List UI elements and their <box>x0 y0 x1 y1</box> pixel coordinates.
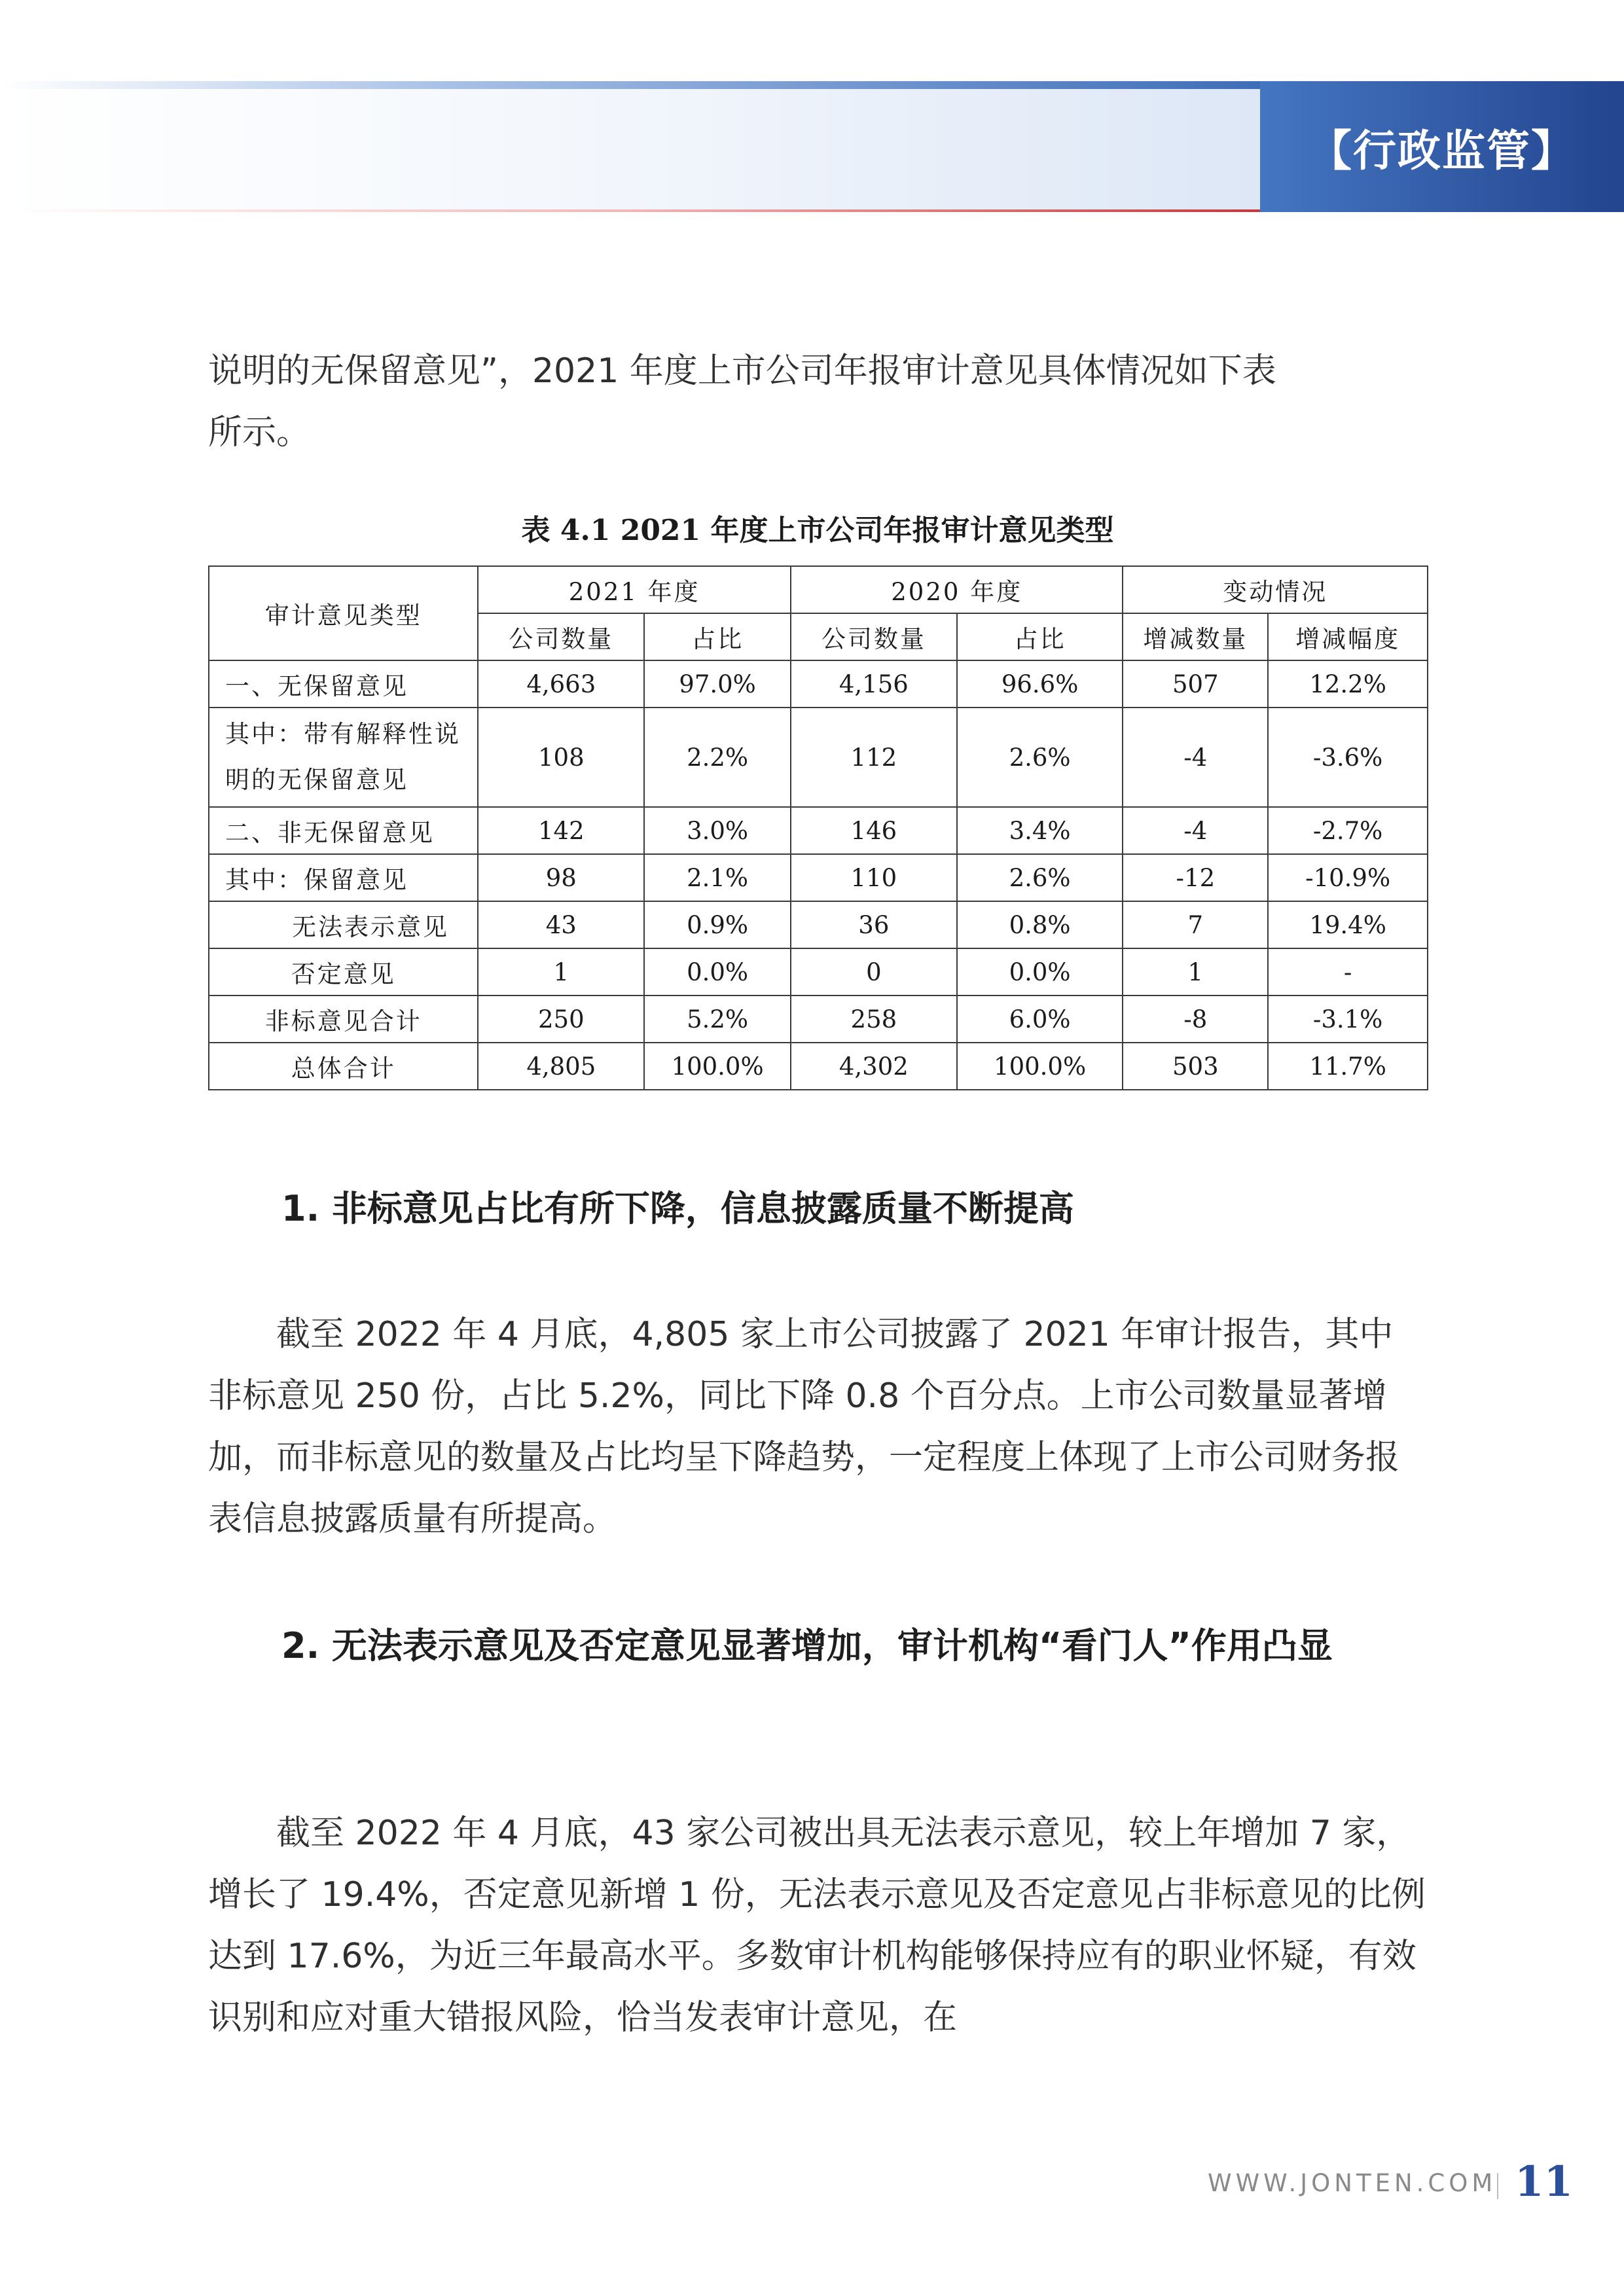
cell: 2.6% <box>957 708 1123 807</box>
table-row <box>209 996 1428 1043</box>
table-row <box>209 901 1428 948</box>
cell: 12.2% <box>1268 660 1428 708</box>
header-2021: 2021 年度 <box>478 566 791 613</box>
row-label: 总体合计 <box>209 1043 478 1090</box>
cell: 11.7% <box>1268 1043 1428 1090</box>
audit-opinion-table <box>208 565 1428 1090</box>
cell: -3.6% <box>1268 708 1428 807</box>
header-change: 变动情况 <box>1123 566 1428 613</box>
cell: 0 <box>791 948 957 996</box>
page-number: 11 <box>1515 2157 1574 2206</box>
cell: 0.0% <box>957 948 1123 996</box>
cell: 96.6% <box>957 660 1123 708</box>
cell: - <box>1268 948 1428 996</box>
cell: 108 <box>478 708 644 807</box>
cell: 2.2% <box>644 708 791 807</box>
cell: -12 <box>1123 854 1268 901</box>
cell: -10.9% <box>1268 854 1428 901</box>
row-label-line-1: 其中：带有解释性说 <box>225 720 461 748</box>
cell: 110 <box>791 854 957 901</box>
cell: 250 <box>478 996 644 1043</box>
cell: -3.1% <box>1268 996 1428 1043</box>
cell: 507 <box>1123 660 1268 708</box>
cell: 100.0% <box>957 1043 1123 1090</box>
header-type: 审计意见类型 <box>209 566 478 660</box>
cell: 503 <box>1123 1043 1268 1090</box>
subheader-delta-pct: 增减幅度 <box>1268 613 1428 660</box>
section-2-body: 截至 2022 年 4 月底，43 家公司被出具无法表示意见，较上年增加 7 家，增长了 19.4%，否定意见新增 1 份，无法表示意见及否定意见占非标意见的比例达到 17.6%，为近三年最高水平。多数审计机构能够保持应有的职业怀疑，有效识别和应对重大错报风险，恰当发表审计意见，在 <box>208 1814 1426 2037</box>
intro-line-2: 所示。 <box>208 413 311 452</box>
subheader-count-2021: 公司数量 <box>478 613 644 660</box>
cell: 7 <box>1123 901 1268 948</box>
row-label-line-2: 明的无保留意见 <box>225 766 408 794</box>
cell: 3.0% <box>644 807 791 854</box>
cell: 0.9% <box>644 901 791 948</box>
header-accent-bar <box>0 81 1260 89</box>
footer-website: WWW.JONTEN.COM <box>1208 2169 1497 2197</box>
cell: 100.0% <box>644 1043 791 1090</box>
subheader-ratio-2021: 占比 <box>644 613 791 660</box>
cell: 98 <box>478 854 644 901</box>
table-row <box>209 660 1428 708</box>
row-label: 其中：保留意见 <box>209 854 478 901</box>
cell: 0.0% <box>644 948 791 996</box>
cell: 6.0% <box>957 996 1123 1043</box>
header-2020: 2020 年度 <box>791 566 1123 613</box>
cell: -8 <box>1123 996 1268 1043</box>
cell: 146 <box>791 807 957 854</box>
cell: 1 <box>478 948 644 996</box>
cell: -4 <box>1123 708 1268 807</box>
row-label: 二、非无保留意见 <box>209 807 478 854</box>
subheader-count-2020: 公司数量 <box>791 613 957 660</box>
table-row <box>209 708 1428 807</box>
cell: 4,302 <box>791 1043 957 1090</box>
cell: 142 <box>478 807 644 854</box>
cell: 3.4% <box>957 807 1123 854</box>
cell: 97.0% <box>644 660 791 708</box>
intro-line-1: 说明的无保留意见”，2021 年度上市公司年报审计意见具体情况如下表 <box>208 351 1276 391</box>
cell: 43 <box>478 901 644 948</box>
cell: 0.8% <box>957 901 1123 948</box>
header-red-rule <box>0 209 1260 212</box>
table-title: 表 4.1 2021 年度上市公司年报审计意见类型 <box>521 514 1114 547</box>
section-2-heading: 2. 无法表示意见及否定意见显著增加，审计机构“看门人”作用凸显 <box>281 1625 1333 1666</box>
table-row <box>209 807 1428 854</box>
row-label: 否定意见 <box>209 948 478 996</box>
row-label <box>209 708 478 807</box>
cell: 112 <box>791 708 957 807</box>
row-label: 非标意见合计 <box>209 996 478 1043</box>
table-header-row <box>209 566 1428 613</box>
cell: 2.6% <box>957 854 1123 901</box>
cell: -2.7% <box>1268 807 1428 854</box>
header-band <box>0 89 1260 212</box>
cell: 258 <box>791 996 957 1043</box>
cell: 4,156 <box>791 660 957 708</box>
table-row <box>209 854 1428 901</box>
subheader-delta-count: 增减数量 <box>1123 613 1268 660</box>
section-1-body: 截至 2022 年 4 月底，4,805 家上市公司披露了 2021 年审计报告，其中非标意见 250 份，占比 5.2%，同比下降 0.8 个百分点。上市公司数量显著增加，而非标意见的数量及占比均呈下降趋势，一定程度上体现了上市公司财务报表信息披露质量有所提高。 <box>208 1315 1400 1539</box>
section-tag: 【行政监管】 <box>1260 81 1624 212</box>
row-label: 一、无保留意见 <box>209 660 478 708</box>
cell: 2.1% <box>644 854 791 901</box>
row-label: 无法表示意见 <box>209 901 478 948</box>
cell: 4,663 <box>478 660 644 708</box>
cell: 36 <box>791 901 957 948</box>
cell: 4,805 <box>478 1043 644 1090</box>
cell: 1 <box>1123 948 1268 996</box>
footer-divider <box>1497 2173 1498 2199</box>
subheader-ratio-2020: 占比 <box>957 613 1123 660</box>
table-row <box>209 948 1428 996</box>
table-row <box>209 1043 1428 1090</box>
section-1-heading: 1. 非标意见占比有所下降，信息披露质量不断提高 <box>281 1188 1074 1229</box>
cell: 5.2% <box>644 996 791 1043</box>
cell: 19.4% <box>1268 901 1428 948</box>
cell: -4 <box>1123 807 1268 854</box>
